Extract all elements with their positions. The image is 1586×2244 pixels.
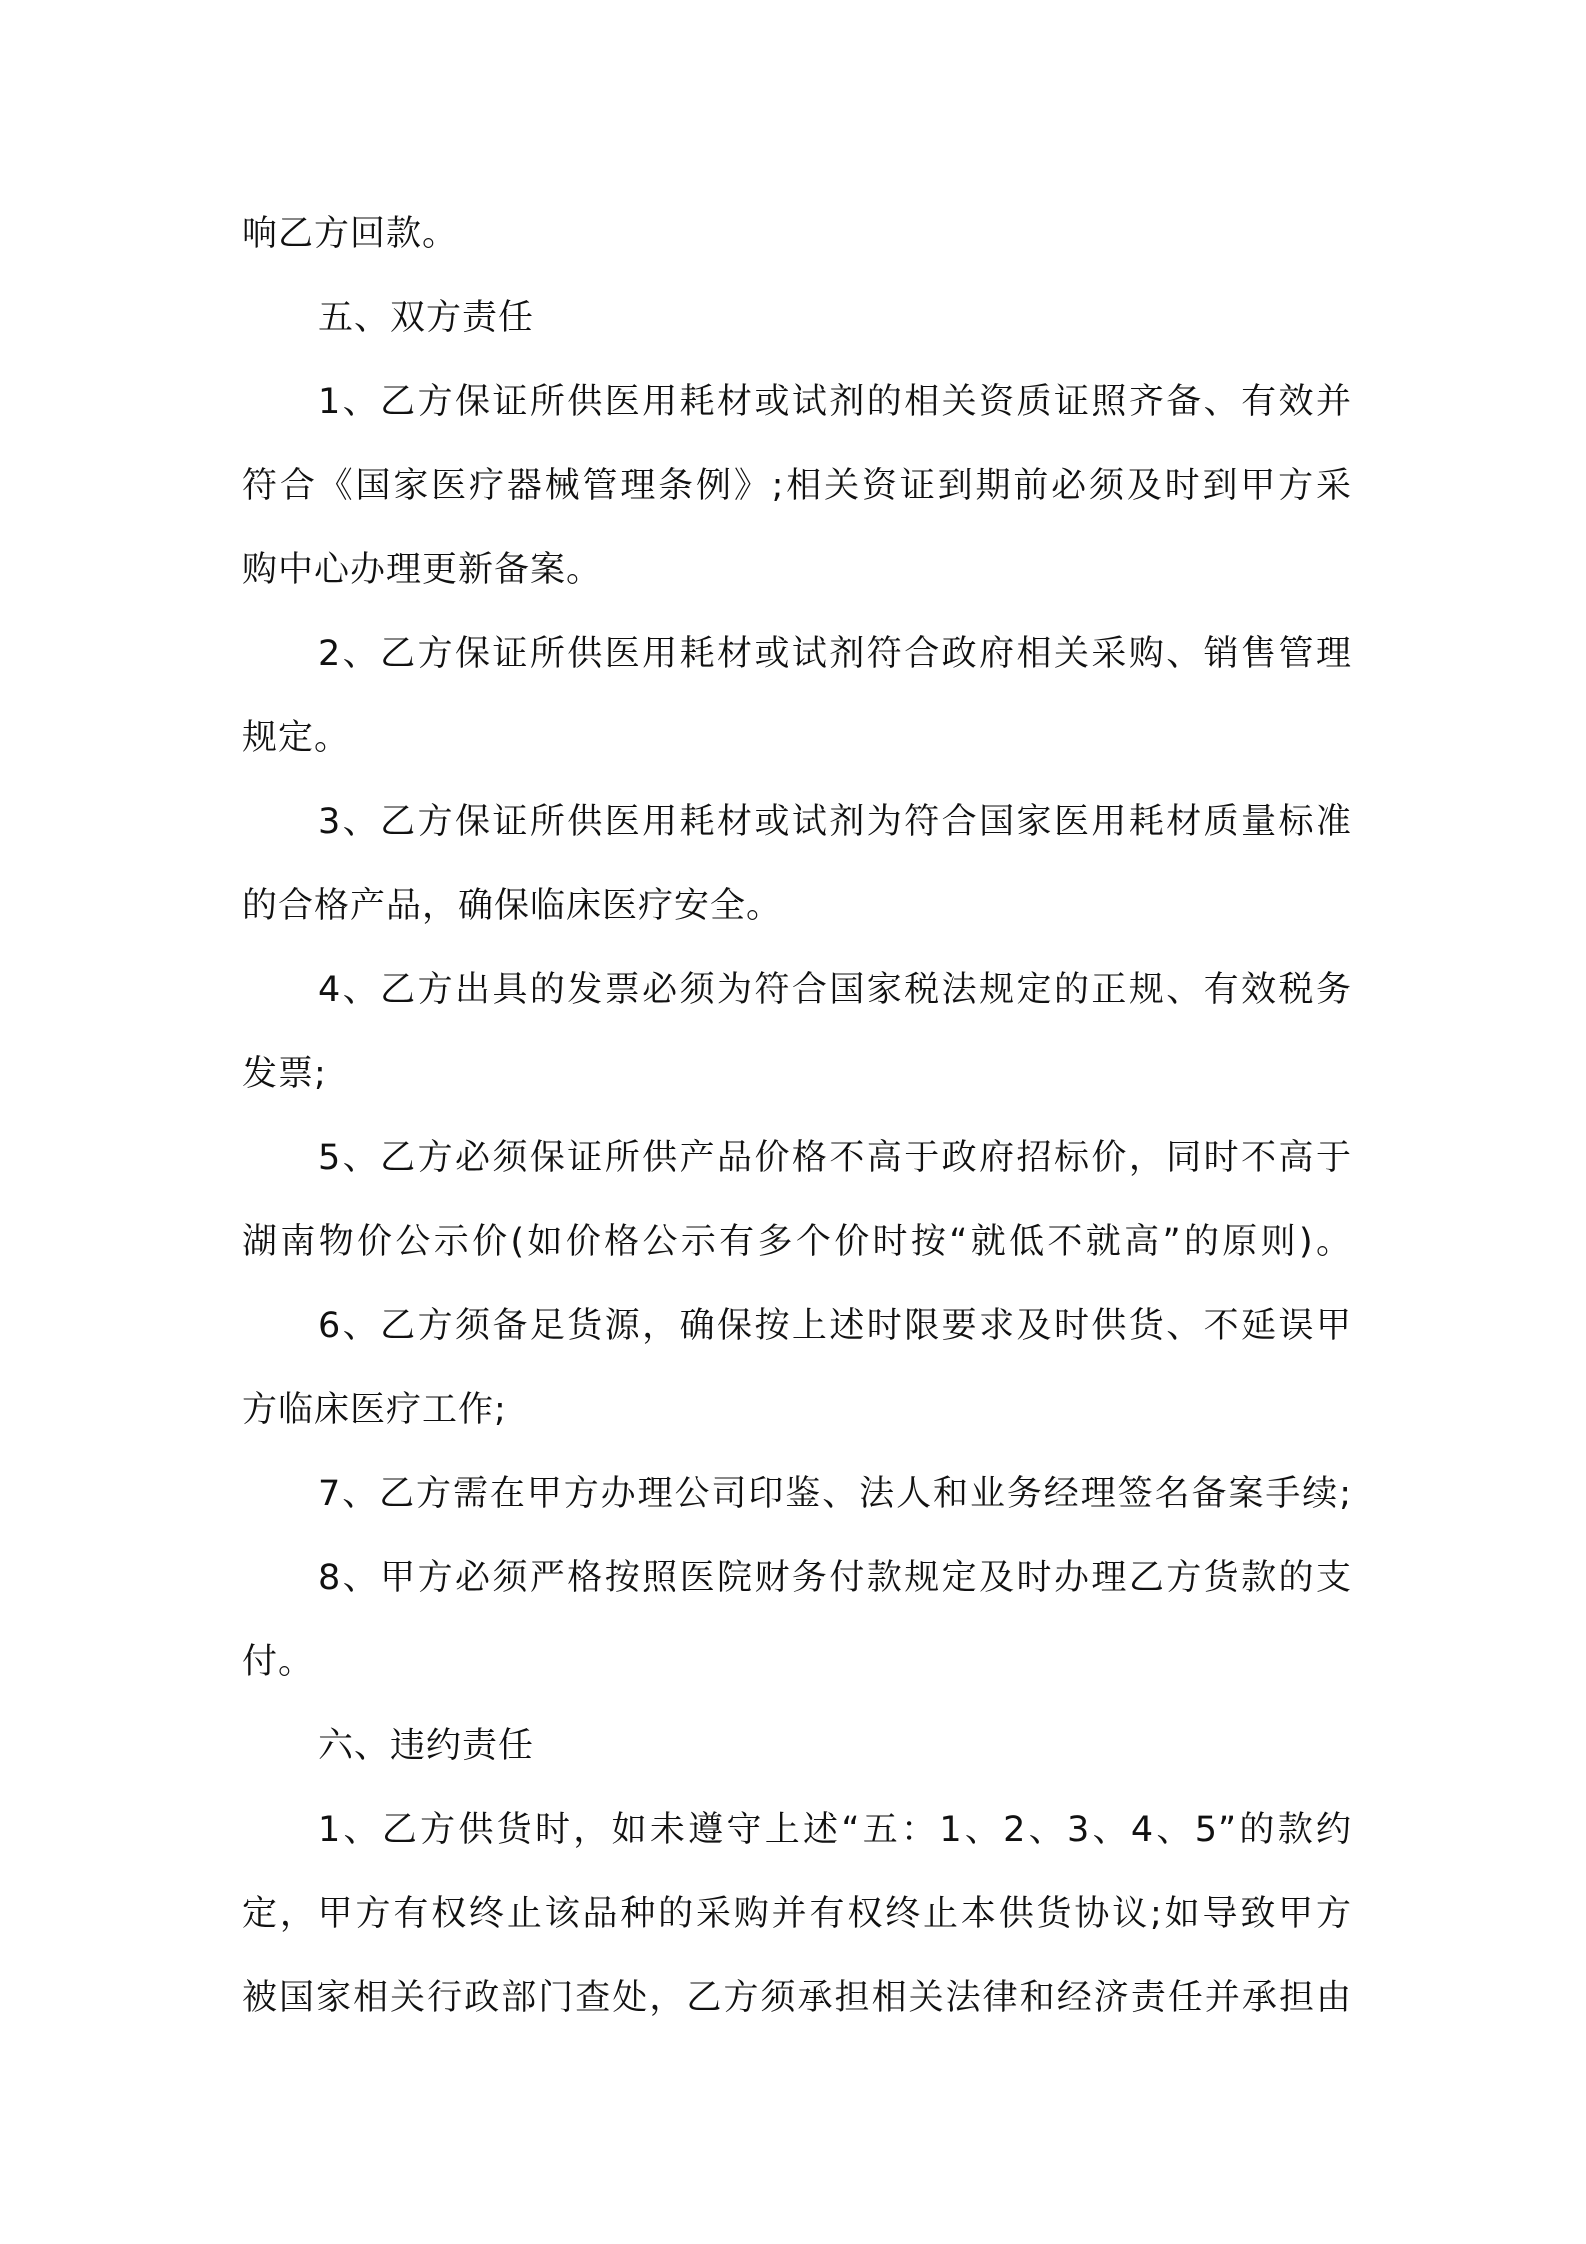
text-line: 符合《国家医疗器械管理条例》;相关资证到期前必须及时到甲方采 — [242, 466, 1352, 506]
section-heading-responsibilities: 五、双方责任 — [318, 298, 535, 338]
text-line: 5、乙方必须保证所供产品价格不高于政府招标价，同时不高于 — [318, 1138, 1352, 1178]
text-line: 1、乙方保证所供医用耗材或试剂的相关资质证照齐备、有效并 — [318, 382, 1352, 422]
text-line: 8、甲方必须严格按照医院财务付款规定及时办理乙方货款的支 — [318, 1558, 1352, 1598]
text-line: 4、乙方出具的发票必须为符合国家税法规定的正规、有效税务 — [318, 970, 1352, 1010]
text-line: 被国家相关行政部门查处，乙方须承担相关法律和经济责任并承担由 — [242, 1978, 1352, 2018]
text-line: 7、乙方需在甲方办理公司印鉴、法人和业务经理签名备案手续; — [318, 1474, 1352, 1514]
text-line: 规定。 — [242, 718, 351, 758]
text-line: 发票; — [242, 1054, 327, 1094]
text-line: 2、乙方保证所供医用耗材或试剂符合政府相关采购、销售管理 — [318, 634, 1352, 674]
text-line: 购中心办理更新备案。 — [242, 550, 603, 590]
text-line: 湖南物价公示价(如价格公示有多个价时按“就低不就高”的原则)。 — [242, 1222, 1352, 1262]
text-line: 定，甲方有权终止该品种的采购并有权终止本供货协议;如导致甲方 — [242, 1894, 1352, 1934]
section-heading-breach-liability: 六、违约责任 — [318, 1726, 535, 1766]
text-line: 响乙方回款。 — [242, 214, 459, 254]
document-body — [242, 192, 1352, 2040]
text-line: 的合格产品，确保临床医疗安全。 — [242, 886, 783, 926]
text-line: 方临床医疗工作; — [242, 1390, 507, 1430]
text-line: 6、乙方须备足货源，确保按上述时限要求及时供货、不延误甲 — [318, 1306, 1352, 1346]
text-line: 3、乙方保证所供医用耗材或试剂为符合国家医用耗材质量标准 — [318, 802, 1352, 842]
text-line: 1、乙方供货时，如未遵守上述“五：1、2、3、4、5”的款约 — [318, 1810, 1352, 1850]
text-line: 付。 — [242, 1642, 315, 1682]
